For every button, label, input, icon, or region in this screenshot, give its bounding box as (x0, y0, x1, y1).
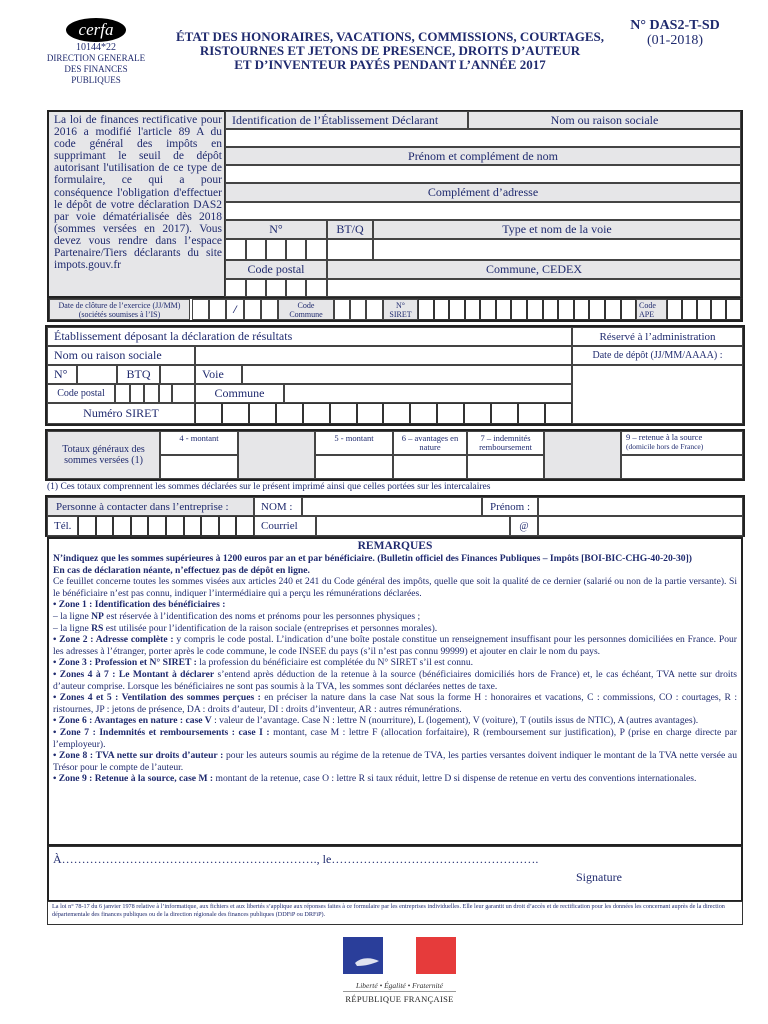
zone1-rs-code: RS (91, 622, 104, 634)
zone1-rs (53, 623, 737, 635)
zone3-title: • Zone 3 : Profession et N° SIRET : (53, 657, 197, 669)
declarant-postal-code-box[interactable] (246, 279, 266, 297)
admin-reserved-area (572, 365, 743, 424)
declarant-section-title (225, 111, 468, 129)
phone-digit-box[interactable] (131, 516, 149, 536)
depositor-siret-box[interactable] (464, 403, 491, 424)
siret-box[interactable] (511, 299, 527, 320)
agency-line-2: DES FINANCES PUBLIQUES (64, 64, 128, 85)
declarant-number-box[interactable] (225, 239, 246, 260)
zone2-title: • Zone 2 : Adresse complète : (53, 634, 174, 646)
remarks-title: REMARQUES (357, 540, 433, 552)
declarant-name-input[interactable] (225, 129, 741, 147)
declarant-postal-code-box[interactable] (225, 279, 246, 297)
depositor-city-input[interactable] (284, 384, 572, 403)
depositor-postal-code-box[interactable] (130, 384, 144, 403)
depositor-postal-code-label-text: Code postal (57, 388, 105, 399)
depositor-number-input[interactable] (77, 365, 117, 384)
agency-line-1: DIRECTION GENERALE (46, 53, 146, 63)
phone-digit-box[interactable] (96, 516, 114, 536)
depositor-name-input[interactable] (195, 346, 572, 365)
signature-section (47, 846, 743, 902)
total-col7-input[interactable] (467, 455, 544, 479)
phone-digit-box[interactable] (219, 516, 237, 536)
declarant-btq-label (327, 220, 373, 239)
zones4and5 (53, 692, 737, 715)
zone6 (53, 715, 737, 727)
form-title (165, 30, 615, 72)
commune-code-box[interactable] (366, 299, 383, 320)
date-separator-text: / (233, 302, 237, 316)
declarant-btq-input[interactable] (327, 239, 373, 260)
siret-boxes (418, 299, 636, 320)
declarant-firstname-label-text: Prénom et complément de nom (408, 148, 558, 163)
siret-box[interactable] (496, 299, 512, 320)
col6-label-text: 6 – avantages en nature (401, 433, 459, 452)
siret-box[interactable] (574, 299, 590, 320)
reserved-admin-text: Réservé à l’administration (599, 330, 716, 343)
depositor-btq-label (117, 365, 160, 384)
republic-name: RÉPUBLIQUE FRANÇAISE (345, 994, 454, 1004)
declarant-firstname-label (225, 147, 741, 165)
siret-box[interactable] (449, 299, 465, 320)
depositor-siret-box[interactable] (357, 403, 384, 424)
depositor-siret-box[interactable] (222, 403, 249, 424)
declarant-number-box[interactable] (286, 239, 306, 260)
contact-phone-boxes (78, 516, 254, 536)
totals-grey-col8 (544, 431, 621, 479)
title-line-3: ET D’INVENTEUR PAYÉS PENDANT L’ANNÉE 2017 (234, 57, 546, 72)
ape-label-1: Code (639, 300, 656, 310)
at-sign-text: @ (519, 520, 529, 532)
declarant-postal-code-box[interactable] (306, 279, 327, 297)
contact-phone-label (47, 516, 78, 536)
zone1-np-code: NP (91, 610, 104, 622)
depositor-number-label-text: N° (54, 367, 68, 381)
total-col4-input[interactable] (160, 455, 238, 479)
contact-email-label-text: Courriel (261, 520, 298, 532)
contact-email-domain-input[interactable] (538, 516, 743, 536)
cerfa-identifier (40, 42, 152, 86)
depositor-siret-box[interactable] (383, 403, 410, 424)
declarant-number-box[interactable] (306, 239, 327, 260)
declarant-street-input[interactable] (373, 239, 741, 260)
depositor-siret-box[interactable] (437, 403, 464, 424)
depositor-postal-code-box[interactable] (159, 384, 172, 403)
depositor-siret-box[interactable] (249, 403, 276, 424)
declarant-number-box[interactable] (266, 239, 286, 260)
phone-digit-box[interactable] (148, 516, 166, 536)
col5-label-text: 5 - montant (334, 433, 374, 443)
depositor-number-label (47, 365, 77, 384)
depositor-siret-label (47, 403, 195, 424)
total-col9-input[interactable] (621, 455, 743, 479)
deposit-date-label-text: Date de dépôt (JJ/MM/AAAA) : (592, 350, 723, 361)
zone7 (53, 727, 737, 750)
depositor-name-label (47, 346, 195, 365)
siret-box[interactable] (418, 299, 434, 320)
postal-code-label-text: Code postal (247, 262, 305, 276)
contact-email-user-input[interactable] (316, 516, 510, 536)
depositor-postal-code-box[interactable] (115, 384, 130, 403)
depositor-section-title (47, 327, 572, 346)
address-complement-label-text: Complément d’adresse (427, 185, 539, 199)
totals-footnote: (1) Ces totaux comprennent les sommes déclarées sur le présent imprimé ainsi que celles portées sur les intercalaires (47, 482, 491, 492)
siret-box[interactable] (434, 299, 450, 320)
contact-person-label (47, 497, 254, 516)
total-col4-label (160, 431, 238, 455)
siret-label-1: N° (396, 300, 405, 310)
depositor-btq-label-text: BTQ (126, 367, 151, 381)
closing-date-box[interactable] (192, 299, 209, 320)
depositor-street-label-text: Voie (202, 367, 224, 381)
total-col7-label (467, 431, 544, 455)
zone2-text: y compris le code postal. L’indication d’une boîte postale constitue un renseignement insuffisant pour les personnes domiciliées en France. Pour les adresses à l’étranger, porter après le code commune, le code INSEE du pays (s’il n’est pas connu 99999) et ajouter en clair le nom du pays. (53, 634, 737, 657)
col9-label-text: 9 – retenue à la source (626, 432, 703, 442)
siret-box[interactable] (605, 299, 621, 320)
siret-box[interactable] (480, 299, 496, 320)
remarks-section (47, 537, 743, 846)
city-label-text: Commune, CEDEX (486, 262, 582, 276)
zone1-np (53, 611, 737, 623)
republic-motto: Liberté • Égalité • Fraternité (343, 981, 456, 992)
remarks-null-declaration: En cas de déclaration néante, n’effectuez pas de dépôt en ligne. (53, 564, 310, 576)
zone8 (53, 750, 737, 773)
siret-box[interactable] (621, 299, 637, 320)
phone-digit-box[interactable] (113, 516, 131, 536)
zone8-text: pour les auteurs soumis au régime de la retenue de TVA, les parties versantes doivent indiquer le montant de la TVA nette versée au Trésor pour le compte de l’auteur. (53, 750, 737, 773)
total-col9-label (621, 431, 743, 455)
deposit-date-label (572, 346, 743, 365)
zones4to7-text: s’entend après déduction de la retenue à la source (bénéficiaires domiciliés hors de France) et, le cas échéant, TVA nette sur droits d’auteur comprise. Lorsque les bénéficiaires ne sont pas soumis à la TVA, les sommes sont déclarées nettes de taxe. (53, 668, 737, 692)
siret-box[interactable] (527, 299, 543, 320)
at-sign-icon (510, 516, 538, 536)
depositor-btq-input[interactable] (160, 365, 195, 384)
contact-name-label-text: NOM : (261, 500, 293, 513)
zone9-text: montant de la retenue, case O : lettre R si taux réduit, lettre D si dispense de retenue en vertu des conventions internationales. (213, 773, 697, 785)
declarant-section-title-text: Identification de l’Établissement Déclarant (232, 112, 439, 127)
contact-phone-label-text: Tél. (54, 520, 72, 532)
depositor-postal-code-box[interactable] (172, 384, 195, 403)
total-col5-input[interactable] (315, 455, 393, 479)
ape-code-label (636, 299, 667, 320)
closing-date-sub-text: (sociétés soumises à l’IS) (78, 309, 161, 319)
depositor-name-label-text: Nom ou raison sociale (54, 348, 162, 362)
depositor-postal-code-box[interactable] (144, 384, 159, 403)
ape-box[interactable] (667, 299, 682, 320)
depositor-siret-box[interactable] (518, 403, 545, 424)
reserved-admin-label (572, 327, 743, 346)
siret-box[interactable] (558, 299, 574, 320)
zone9-title: • Zone 9 : Retenue à la source, case M : (53, 773, 214, 785)
zone9 (53, 773, 737, 785)
cerfa-logo-text: cerfa (78, 20, 114, 39)
declarant-name-label (468, 111, 741, 129)
col9-sub-text: (domicile hors de France) (626, 442, 704, 451)
legal-notice: La loi n° 78-17 du 6 janvier 1978 relative à l’informatique, aux fichiers et aux libertés s’applique aux réponses faites à ce formulaire par les entreprises individuelles. Elle leur garantit un droit d’accès et de rectification pour les données les concernant auprès de la direction départementale des finances publiques ou de la direction régionale des finances publiques (DDFiP ou DRFiP). (47, 901, 743, 925)
declarant-city-input[interactable] (327, 279, 741, 297)
siret-label-2: SIRET (389, 309, 412, 319)
signature-label: Signature (576, 870, 622, 884)
declarant-postal-code-box[interactable] (286, 279, 306, 297)
zone1-np-pre: – la ligne (53, 610, 92, 622)
depositor-siret-box[interactable] (303, 403, 330, 424)
declarant-number-box[interactable] (246, 239, 266, 260)
ape-box[interactable] (682, 299, 697, 320)
phone-digit-box[interactable] (78, 516, 96, 536)
contact-name-label (254, 497, 302, 516)
place-date-line[interactable]: À………………………………………………………., le……………………………………………. (53, 852, 539, 866)
contact-firstname-label-text: Prénom : (489, 500, 531, 513)
siret-label (383, 299, 418, 320)
depositor-siret-box[interactable] (491, 403, 518, 424)
depositor-siret-box[interactable] (330, 403, 357, 424)
ape-boxes (667, 299, 741, 320)
depositor-street-label (195, 365, 242, 384)
cerfa-number: 10144*22 (76, 42, 116, 53)
zone3 (53, 657, 737, 669)
declarant-number-label (225, 220, 327, 239)
zone7-text: montant, case M : lettre F (allocation forfaitaire), R (remboursement sur justification), P (prise en charge directe par l’employeur). (53, 726, 737, 750)
cerfa-logo (66, 18, 126, 42)
ape-box[interactable] (697, 299, 712, 320)
total-col6-label (393, 431, 467, 455)
closing-date-label (49, 299, 190, 320)
zones4to7-title: • Zones 4 à 7 : Le Montant à déclarer (53, 668, 215, 680)
depositor-siret-box[interactable] (410, 403, 437, 424)
form-number: N° DAS2-T-SD (630, 18, 720, 33)
btq-label-text: BT/Q (336, 222, 364, 236)
info-notice-text: La loi de finances rectificative pour 2016 a modifié l'article 89 A du code général des impôts en supprimant le seuil de dépôt autorisant l'utilisation de ce type de formulaire, ce qui a pour conséquence l'obligation d'effectuer le dépôt de votre déclaration DAS2 par voie dématérialisée dès 2018 (sommes versées en 2017). Vous devez vous rendre dans l’espace Partenaire/Tiers déclarants du site impots.gouv.fr (54, 114, 222, 272)
commune-code-label-1: Code (297, 300, 315, 310)
totals-label (47, 431, 160, 479)
declarant-street-label (373, 220, 741, 239)
zone6-text: : valeur de l’avantage. Case N : lettre N (nourriture), L (logement), V (voiture), T (outils issus de NTIC), A (autres avantages). (211, 715, 699, 727)
declarant-address-complement-input[interactable] (225, 202, 741, 220)
marianne-flag-icon (343, 937, 456, 974)
zones4to7 (53, 669, 737, 692)
ape-label-2: APE (639, 309, 655, 319)
republique-francaise-logo (343, 937, 456, 1004)
depositor-siret-box[interactable] (276, 403, 303, 424)
closing-date-label-text: Date de clôture de l’exercice (JJ/MM) (58, 300, 181, 310)
depositor-siret-box[interactable] (195, 403, 222, 424)
depositor-siret-boxes (195, 403, 572, 424)
number-label-text: N° (269, 222, 283, 236)
declarant-address-complement-label (225, 183, 741, 202)
totals-label-text: Totaux généraux des sommes versées (1) (62, 444, 145, 466)
ape-box[interactable] (711, 299, 726, 320)
depositor-postal-code-label (47, 384, 115, 403)
title-line-2: RISTOURNES ET JETONS DE PRESENCE, DROITS D’AUTEUR (199, 43, 581, 58)
form-version: (01-2018) (647, 33, 703, 48)
declarant-name-label-text: Nom ou raison sociale (550, 112, 659, 127)
contact-firstname-label (482, 497, 538, 516)
commune-code-label (278, 299, 334, 320)
zones4and5-title: • Zones 4 et 5 : Ventilation des sommes perçues : (53, 692, 261, 704)
declarant-city-label (327, 260, 741, 279)
date-separator (226, 299, 244, 320)
zone1-title: • Zone 1 : Identification des bénéficiaires : (53, 599, 226, 611)
phone-digit-box[interactable] (166, 516, 184, 536)
depositor-city-label (195, 384, 284, 403)
commune-code-box[interactable] (350, 299, 366, 320)
depositor-siret-label-text: Numéro SIRET (83, 406, 159, 420)
contact-firstname-input[interactable] (538, 497, 743, 516)
closing-date-box[interactable] (261, 299, 278, 320)
title-line-1: ÉTAT DES HONORAIRES, VACATIONS, COMMISSIONS, COURTAGES, (175, 29, 605, 44)
contact-person-label-text: Personne à contacter dans l’entreprise : (56, 500, 229, 513)
col4-label-text: 4 - montant (179, 433, 219, 443)
siret-box[interactable] (589, 299, 605, 320)
info-notice-panel (47, 110, 225, 298)
total-col6-input[interactable] (393, 455, 467, 479)
totals-grey-spacer (238, 431, 315, 479)
zone8-title: • Zone 8 : TVA nette sur droits d’auteur : (53, 750, 224, 762)
zone2 (53, 634, 737, 657)
contact-name-input[interactable] (302, 497, 482, 516)
contact-email-label (254, 516, 316, 536)
zone3-text: la profession du bénéficiaire est complétée du N° SIRET s’il est connu. (196, 657, 474, 669)
zone1-rs-pre: – la ligne (53, 622, 92, 634)
declarant-firstname-input[interactable] (225, 165, 741, 183)
remarks-threshold: N’indiquez que les sommes supérieures à 1200 euros par an et par bénéficiaire. (Bulletin officiel des Finances Publiques – Impôts [BOI-BIC-CHG-40-20-30]) (53, 553, 692, 564)
depositor-section-title-text: Établissement déposant la déclaration de résultats (54, 329, 293, 343)
phone-digit-box[interactable] (184, 516, 202, 536)
form-id (600, 18, 750, 48)
ape-box[interactable] (726, 299, 741, 320)
closing-date-box[interactable] (209, 299, 226, 320)
zone6-title: • Zone 6 : Avantages en nature : case V (53, 715, 212, 727)
zone1-np-post: est réservée à l’identification des noms et prénoms pour les personnes physiques ; (103, 610, 421, 622)
commune-code-box[interactable] (334, 299, 350, 320)
depositor-siret-box[interactable] (545, 403, 572, 424)
declarant-postal-code-label (225, 260, 327, 279)
zone1-rs-post: est utilisée pour l’identification de la raison sociale (entreprises et personnes morales). (103, 622, 438, 634)
siret-box[interactable] (465, 299, 481, 320)
siret-box[interactable] (543, 299, 559, 320)
remarks-scope: Ce feuillet concerne toutes les sommes visées aux articles 240 et 241 du Code général des impôts, quelle que soit la qualité de ce dernier (salarié ou non de la partie versante). Si le bénéficiaire n’est pas connu, indiquer l’intermédiaire qui a perçu les rémunérations déclarées. (53, 576, 737, 599)
col7-label-text: 7 – indemnités remboursement (479, 433, 532, 452)
phone-digit-box[interactable] (236, 516, 254, 536)
zone7-title: • Zone 7 : Indemnités et remboursements : case I : (53, 726, 270, 738)
closing-date-box[interactable] (244, 299, 261, 320)
zones4and5-text: en préciser la nature dans la case Nat sous la forme H : honoraires et vacations, C : commissions, CO : courtages, R : ristournes, JP : jetons de présence, DA : droits d’auteur, DI : droits d’inventeur, AR : autres rémunérations. (53, 692, 737, 715)
phone-digit-box[interactable] (201, 516, 219, 536)
declarant-postal-code-box[interactable] (266, 279, 286, 297)
commune-code-label-2: Commune (289, 309, 323, 319)
street-label-text: Type et nom de la voie (502, 222, 612, 236)
depositor-city-label-text: Commune (214, 386, 265, 400)
depositor-street-input[interactable] (242, 365, 572, 384)
total-col5-label (315, 431, 393, 455)
